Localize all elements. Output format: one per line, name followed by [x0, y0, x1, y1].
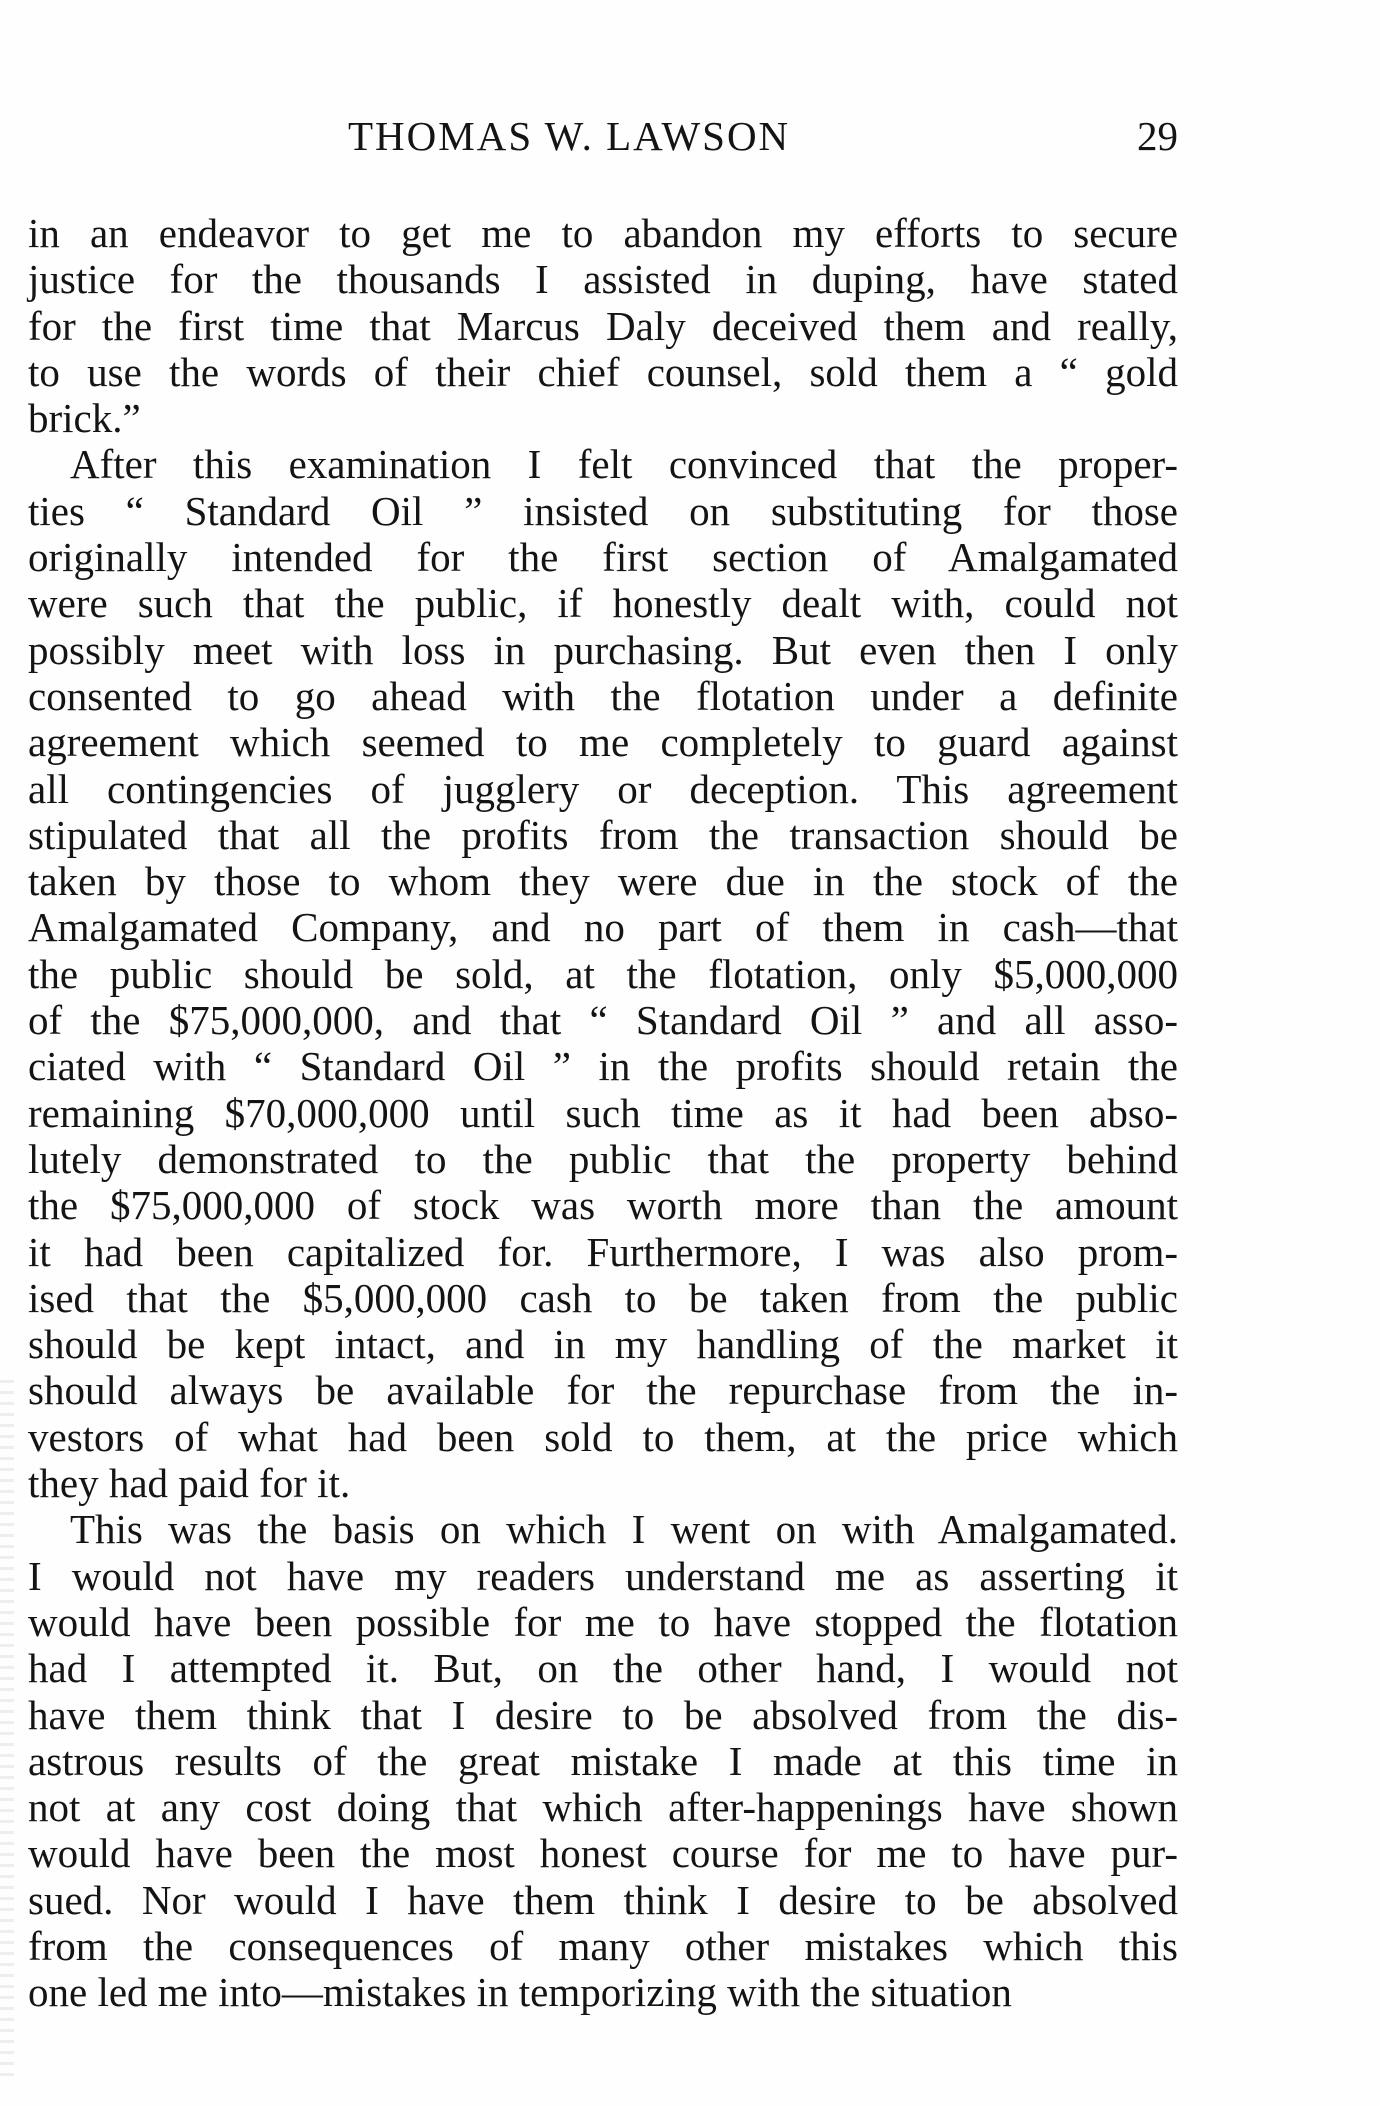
- page-edge-speckle: [0, 1380, 14, 2080]
- text-line: This was the basis on which I went on with Amalgamated.: [70, 1506, 1178, 1553]
- text-line: possibly meet with loss in purchasing. But even then I only: [28, 626, 1178, 673]
- text-line: not at any cost doing that which after-happenings have shown: [28, 1784, 1178, 1831]
- page-number: 29: [1137, 113, 1178, 159]
- text-line: should always be available for the repurchase from the in-: [28, 1367, 1178, 1414]
- text-line: originally intended for the first section of Amalgamated: [28, 534, 1178, 581]
- text-line: should be kept intact, and in my handling of the market it: [28, 1321, 1178, 1368]
- text-line: stipulated that all the profits from the transaction should be: [28, 811, 1178, 858]
- text-line: justice for the thousands I assisted in duping, have stated: [28, 256, 1178, 303]
- text-line: of the $75,000,000, and that “ Standard Oil ” and all asso-: [28, 997, 1178, 1044]
- text-line: would have been the most honest course for me to have pur-: [28, 1830, 1178, 1877]
- text-line: lutely demonstrated to the public that the property behind: [28, 1135, 1178, 1182]
- body-text: [28, 210, 1178, 2016]
- text-line: After this examination I felt convinced that the proper-: [70, 441, 1178, 488]
- page-header: [28, 112, 1178, 172]
- paragraph: [28, 210, 1178, 441]
- text-line: for the first time that Marcus Daly deceived them and really,: [28, 302, 1178, 349]
- text-line: to use the words of their chief counsel, sold them a “ gold: [28, 348, 1178, 395]
- text-line: consented to go ahead with the flotation under a definite: [28, 672, 1178, 719]
- text-line: ties “ Standard Oil ” insisted on substituting for those: [28, 487, 1178, 534]
- text-line: the $75,000,000 of stock was worth more than the amount: [28, 1182, 1178, 1229]
- text-line: agreement which seemed to me completely to guard against: [28, 719, 1178, 766]
- text-line: remaining $70,000,000 until such time as it had been abso-: [28, 1089, 1178, 1136]
- text-line: Amalgamated Company, and no part of them in cash—that: [28, 904, 1178, 951]
- text-line: have them think that I desire to be absolved from the dis-: [28, 1691, 1178, 1738]
- text-line: from the consequences of many other mistakes which this: [28, 1922, 1178, 1969]
- text-line: ciated with “ Standard Oil ” in the profits should retain the: [28, 1043, 1178, 1090]
- text-line: one led me into—mistakes in temporizing with the situation: [28, 1969, 1012, 2016]
- text-line: astrous results of the great mistake I made at this time in: [28, 1737, 1178, 1784]
- text-line: it had been capitalized for. Furthermore, I was also prom-: [28, 1228, 1178, 1275]
- text-line: would have been possible for me to have stopped the flotation: [28, 1598, 1178, 1645]
- text-line: I would not have my readers understand me as asserting it: [28, 1552, 1178, 1599]
- text-line: taken by those to whom they were due in the stock of the: [28, 858, 1178, 905]
- text-line: the public should be sold, at the flotation, only $5,000,000: [28, 950, 1178, 997]
- text-line: vestors of what had been sold to them, at the price which: [28, 1413, 1178, 1460]
- text-line: ised that the $5,000,000 cash to be taken from the public: [28, 1274, 1178, 1321]
- text-line: sued. Nor would I have them think I desire to be absolved: [28, 1876, 1178, 1923]
- text-line: all contingencies of jugglery or deception. This agreement: [28, 765, 1178, 812]
- text-line: in an endeavor to get me to abandon my efforts to secure: [28, 210, 1178, 256]
- paragraph: [28, 441, 1178, 1506]
- text-line: they had paid for it.: [28, 1460, 351, 1507]
- text-line: brick.”: [28, 395, 141, 442]
- paragraph: [28, 1506, 1178, 2015]
- text-line: were such that the public, if honestly dealt with, could not: [28, 580, 1178, 627]
- text-line: had I attempted it. But, on the other hand, I would not: [28, 1645, 1178, 1692]
- running-head: THOMAS W. LAWSON: [348, 113, 791, 159]
